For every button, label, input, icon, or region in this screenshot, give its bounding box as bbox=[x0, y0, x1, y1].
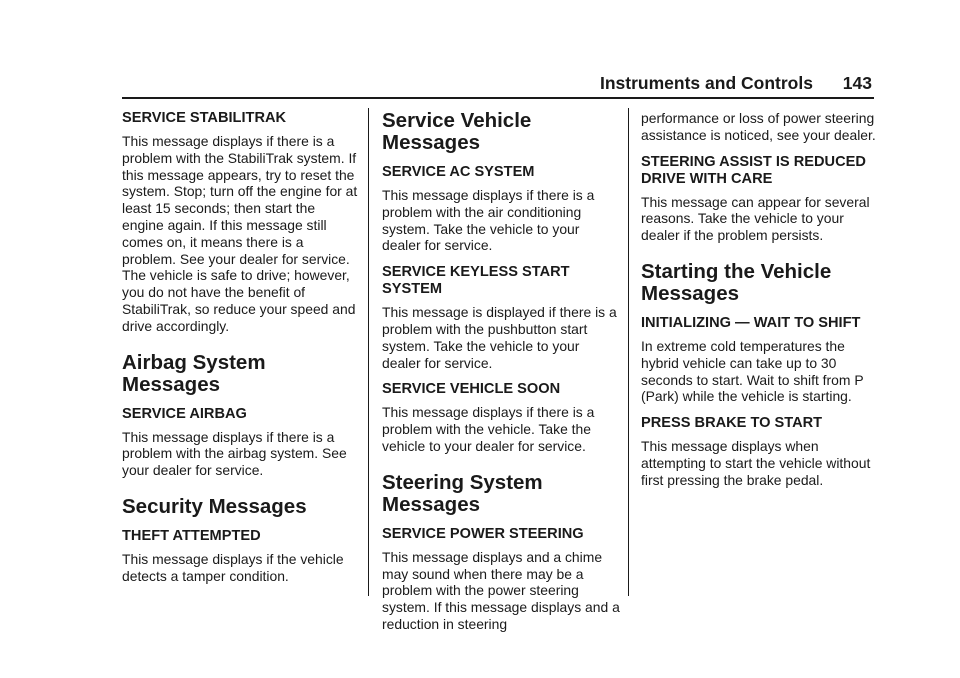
column-3 bbox=[641, 108, 879, 489]
service-ac-text: This message displays if there is a problem with the air conditioning system. Take the vehicle to your dealer for service. bbox=[382, 187, 595, 254]
steering-section-title: Steering System Messages bbox=[382, 470, 543, 516]
column-divider-1 bbox=[368, 108, 369, 596]
service-keyless-text: This message is displayed if there is a problem with the pushbutton start system. Take the vehicle to your dealer for service. bbox=[382, 304, 617, 371]
service-vehicle-soon-heading: SERVICE VEHICLE SOON bbox=[382, 381, 561, 398]
service-ac-heading: SERVICE AC SYSTEM bbox=[382, 164, 535, 180]
page-number: 143 bbox=[842, 73, 872, 93]
running-header bbox=[600, 66, 872, 96]
service-power-steering-text: This message displays and a chime may sound when there may be a problem with the power steering system. If this message displays and a reduction in steering bbox=[382, 548, 620, 632]
initializing-text: In extreme cold temperatures the hybrid vehicle can take up to 30 seconds to start. Wait to shift from P (Park) while the vehicle is starting. bbox=[641, 337, 864, 405]
steering-assist-heading: STEERING ASSIST IS REDUCED DRIVE WITH CARE bbox=[641, 153, 866, 187]
starting-section-title: Starting the Vehicle Messages bbox=[641, 259, 832, 305]
service-power-steering-heading: SERVICE POWER STEERING bbox=[382, 525, 584, 542]
steering-assist-text: This message can appear for several reasons. Take the vehicle to your dealer if the problem persists. bbox=[641, 193, 870, 244]
service-vehicle-soon-text: This message displays if there is a problem with the vehicle. Take the vehicle to your dealer for service. bbox=[382, 404, 595, 454]
power-steering-continued-text: performance or loss of power steering assistance is noticed, see your dealer. bbox=[641, 110, 876, 143]
service-airbag-heading: SERVICE AIRBAG bbox=[122, 405, 247, 422]
airbag-section-title: Airbag System Messages bbox=[122, 350, 266, 396]
service-vehicle-section-title: Service Vehicle Messages bbox=[382, 109, 532, 154]
column-divider-2 bbox=[628, 108, 629, 596]
security-section-title: Security Messages bbox=[122, 494, 307, 518]
initializing-heading: INITIALIZING — WAIT TO SHIFT bbox=[641, 314, 861, 331]
theft-attempted-text: This message displays if the vehicle detects a tamper condition. bbox=[122, 550, 344, 584]
press-brake-heading: PRESS BRAKE TO START bbox=[641, 415, 823, 432]
service-airbag-text: This message displays if there is a problem with the airbag system. See your dealer for service. bbox=[122, 428, 347, 479]
section-title: Instruments and Controls bbox=[600, 73, 813, 93]
service-keyless-heading: SERVICE KEYLESS START SYSTEM bbox=[382, 264, 570, 298]
column-2 bbox=[382, 108, 620, 633]
service-stabilitrak-heading: SERVICE STABILITRAK bbox=[122, 110, 287, 126]
column-1 bbox=[122, 108, 360, 585]
header-rule bbox=[122, 97, 874, 99]
press-brake-text: This message displays when attempting to start the vehicle without first pressing the brake pedal. bbox=[641, 438, 871, 488]
service-stabilitrak-text: This message displays if there is a problem with the StabiliTrak system. If this message appears, try to reset the system. Stop; turn off the engine for at least 15 seconds; then start the engine again. If this message still comes on, it means there is a problem. See your dealer for service. The vehicle is safe to drive; however, you do not have the benefit of StabiliTrak, so reduce your speed and drive accordingly. bbox=[122, 133, 358, 334]
theft-attempted-heading: THEFT ATTEMPTED bbox=[122, 527, 261, 544]
